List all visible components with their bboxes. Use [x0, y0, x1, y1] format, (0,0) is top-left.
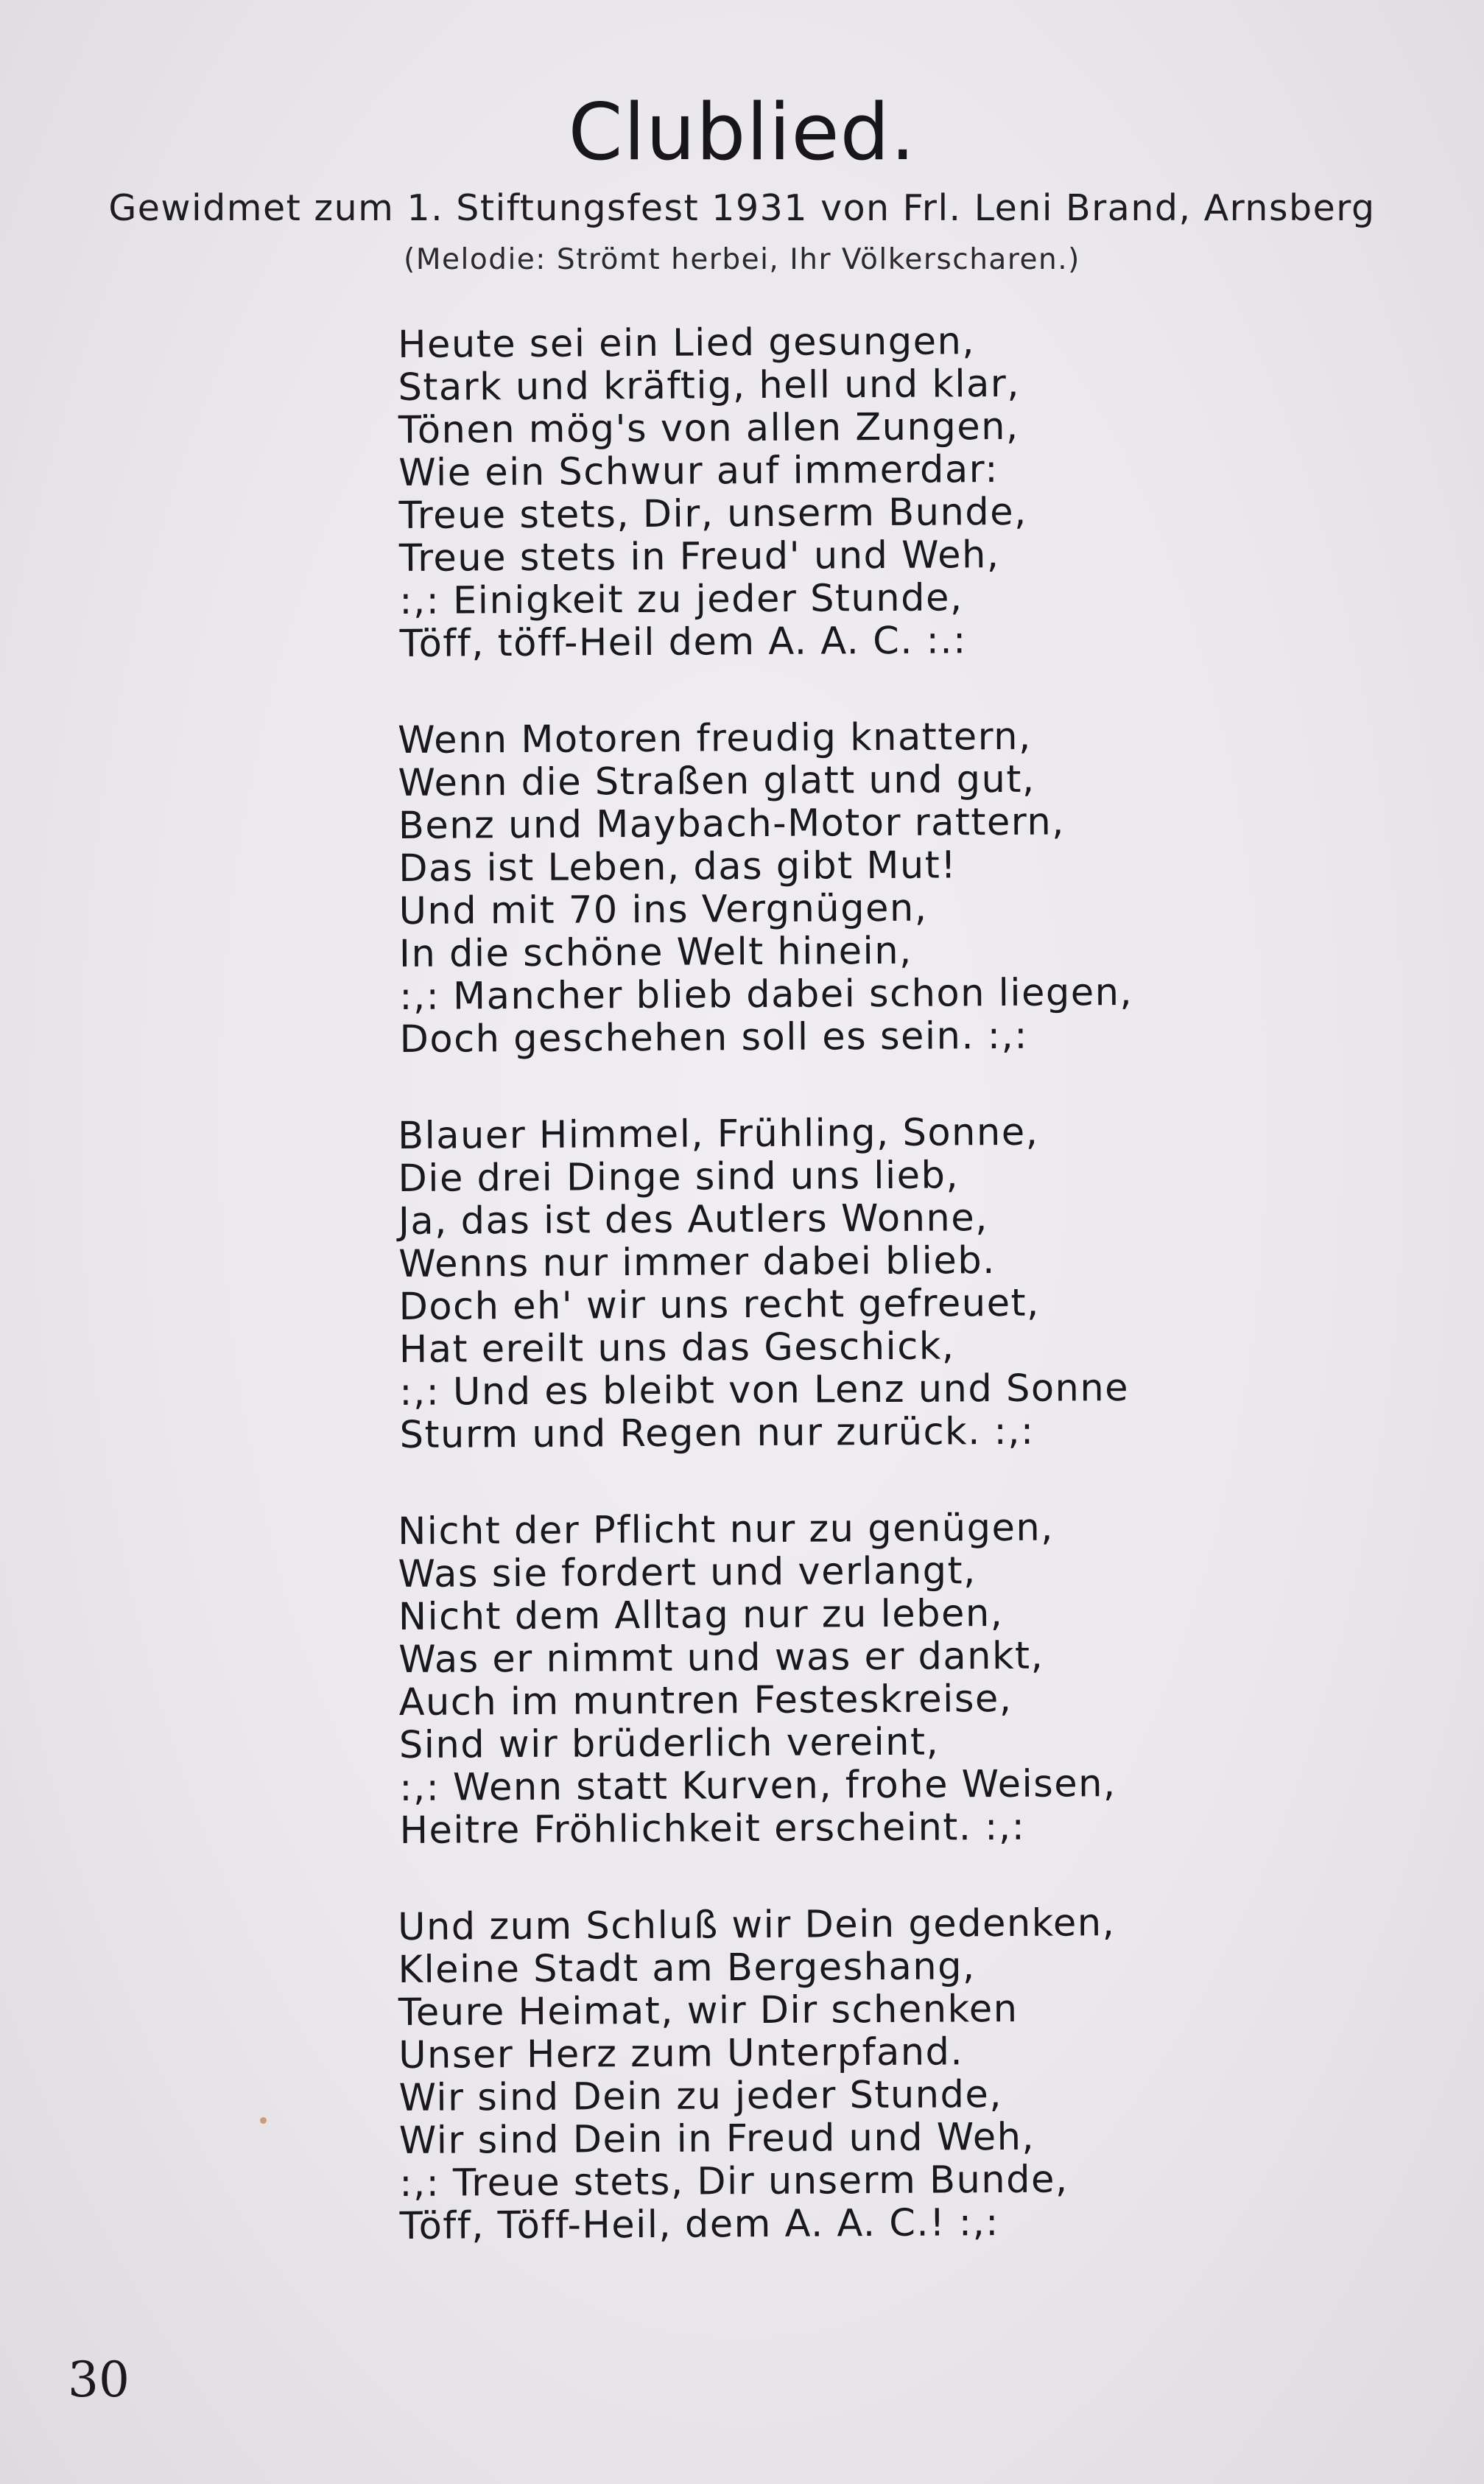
poem-line: Stark und kräftig, hell und klar,	[398, 362, 1021, 410]
stanza	[398, 318, 1357, 666]
poem-line: Und zum Schluß wir Dein gedenken,	[397, 1901, 1116, 1949]
poem-line: Wenns nur immer dabei blieb.	[398, 1239, 996, 1286]
poem-line: Wenn Motoren freudig knattern,	[397, 715, 1032, 762]
poem-line: Sturm und Regen nur zurück. :,:	[399, 1409, 1035, 1457]
poem-line: Töff, Töff-Heil, dem A. A. C.! :,:	[399, 2201, 1000, 2248]
poem-line: Doch eh' wir uns recht gefreuet,	[398, 1281, 1040, 1329]
poem-line: Wir sind Dein in Freud und Weh,	[398, 2115, 1035, 2163]
stanza	[398, 1901, 1357, 2248]
poem-line: Auch im muntren Festeskreise,	[398, 1677, 1013, 1725]
stanza	[398, 714, 1357, 1062]
poem-line: Was sie fordert und verlangt,	[398, 1549, 977, 1596]
poem-line: Wenn die Straßen glatt und gut,	[398, 757, 1035, 805]
poem-line: Unser Herz zum Unterpfand.	[398, 2030, 964, 2077]
dedication-line: Gewidmet zum 1. Stiftungsfest 1931 von Frl. Leni Brand, Arnsberg	[108, 187, 1376, 229]
paper-blemish	[260, 2117, 267, 2124]
poem-line: :,: Einigkeit zu jeder Stunde,	[399, 576, 963, 623]
poem-line: Nicht der Pflicht nur zu genügen,	[397, 1506, 1055, 1554]
poem-line: In die schöne Welt hinein,	[398, 929, 912, 976]
poem-line: Tönen mög's von allen Zungen,	[398, 404, 1019, 452]
page-number: 30	[68, 2351, 130, 2408]
poem-line: Und mit 70 ins Vergnügen,	[398, 886, 928, 933]
poem-line: Benz und Maybach-Motor rattern,	[398, 800, 1066, 848]
poem-line: :,: Treue stets, Dir unserm Bunde,	[399, 2158, 1069, 2206]
stanza	[398, 1505, 1357, 1853]
poem-line: Teure Heimat, wir Dir schenken	[398, 1987, 1019, 2035]
poem-line: Heute sei ein Lied gesungen,	[397, 320, 976, 367]
poem-line: Nicht dem Alltag nur zu leben,	[398, 1591, 1004, 1639]
poem-line: Wir sind Dein zu jeder Stunde,	[398, 2072, 1003, 2120]
poem-line: Doch geschehen soll es sein. :,:	[399, 1014, 1029, 1062]
poem-line: Treue stets in Freud' und Weh,	[398, 533, 1000, 580]
poem-line: :,: Und es bleibt von Lenz und Sonne	[399, 1366, 1130, 1414]
poem-line: Sind wir brüderlich vereint,	[398, 1720, 940, 1767]
poem-line: Kleine Stadt am Bergeshang,	[398, 1945, 976, 1992]
page-title: Clublied.	[568, 87, 916, 178]
poem-line: Treue stets, Dir, unserm Bunde,	[398, 490, 1027, 538]
stanza	[398, 1109, 1357, 1457]
poem-line: Heitre Fröhlichkeit erscheint. :,:	[399, 1805, 1026, 1853]
poem-body	[397, 320, 1355, 2302]
poem-line: Töff, töff-Heil dem A. A. C. :.:	[399, 619, 967, 666]
poem-line: :,: Wenn statt Kurven, frohe Weisen,	[399, 1762, 1116, 1810]
poem-line: Hat ereilt uns das Geschick,	[398, 1325, 955, 1372]
poem-line: Ja, das ist des Autlers Wonne,	[398, 1196, 989, 1243]
poem-line: Das ist Leben, das gibt Mut!	[398, 843, 957, 891]
poem-line: Wie ein Schwur auf immerdar:	[398, 448, 999, 495]
poem-line: :,: Mancher blieb dabei schon liegen,	[399, 970, 1133, 1019]
melody-note: (Melodie: Strömt herbei, Ihr Völkerscharen.)	[404, 243, 1080, 276]
poem-line: Die drei Dinge sind uns lieb,	[398, 1154, 960, 1201]
poem-line: Blauer Himmel, Frühling, Sonne,	[397, 1110, 1039, 1158]
poem-line: Was er nimmt und was er dankt,	[398, 1634, 1044, 1682]
